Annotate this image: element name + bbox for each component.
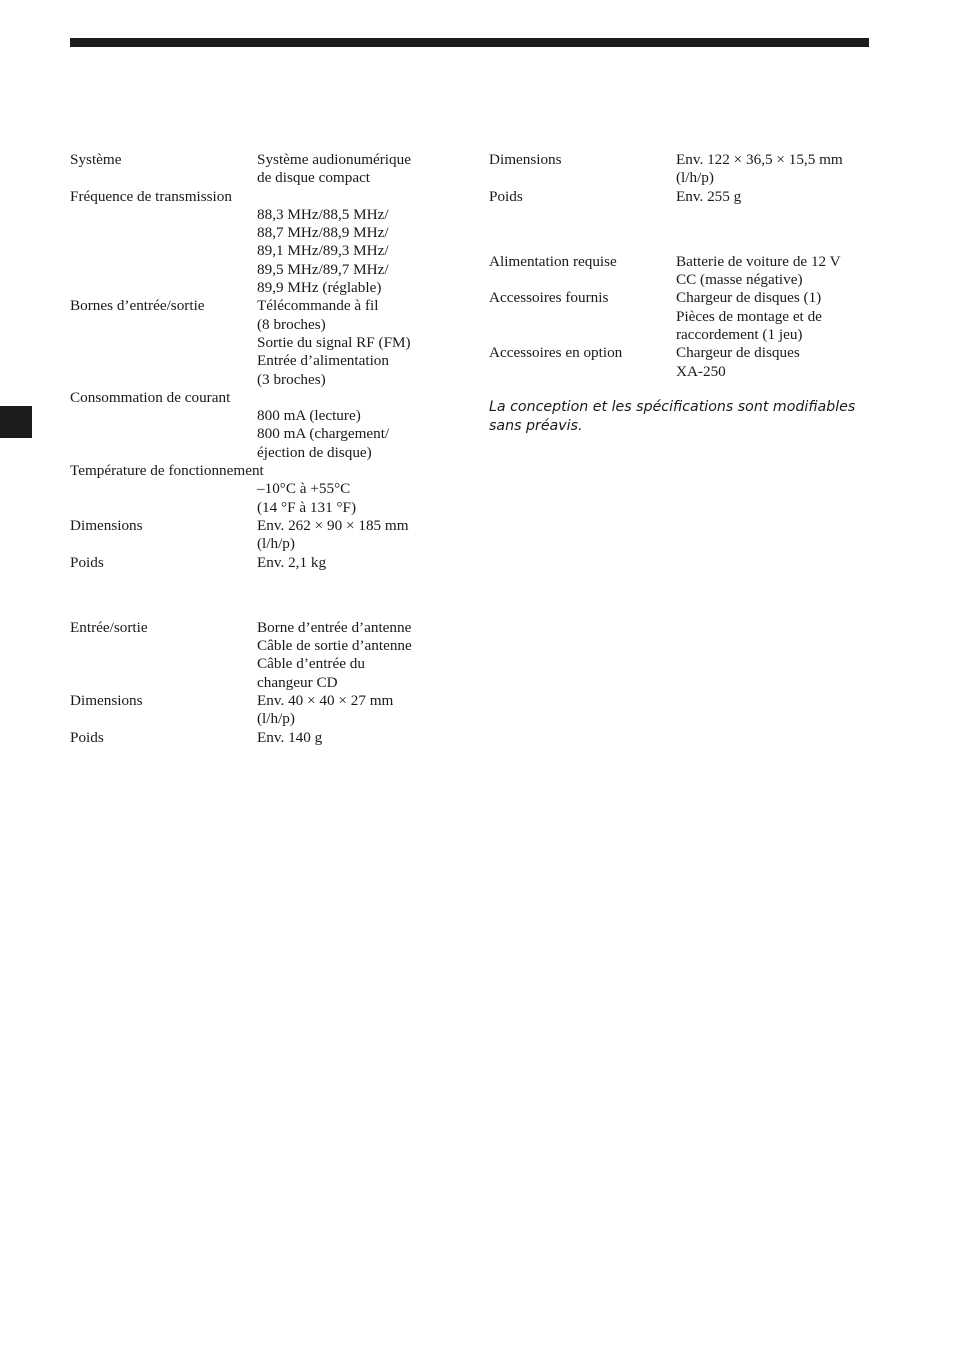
- section-tab-marker: [0, 406, 32, 438]
- spec-value: Pièces de montage et de: [676, 307, 822, 325]
- spec-value: Borne d’entrée d’antenne: [257, 618, 412, 636]
- spec-row: [70, 151, 460, 188]
- spec-value: 88,3 MHz/88,5 MHz/: [257, 205, 389, 223]
- spec-values: [676, 253, 879, 290]
- spec-row: [489, 188, 879, 206]
- spec-row: [489, 253, 879, 290]
- spec-value: 800 mA (lecture): [257, 407, 361, 425]
- spec-values: [70, 480, 460, 517]
- spec-label: Accessoires fournis: [489, 289, 609, 307]
- spec-value: 89,5 MHz/89,7 MHz/: [257, 260, 389, 278]
- spec-value: CC (masse négative): [676, 271, 803, 289]
- spec-row: [489, 151, 879, 188]
- spec-label: Entrée/sortie: [70, 618, 148, 636]
- spec-label: Dimensions: [70, 692, 143, 710]
- spec-value: –10°C à +55°C: [257, 480, 351, 498]
- spec-value: Câble d’entrée du: [257, 655, 365, 673]
- spec-label: Température de fonctionnement: [70, 462, 264, 480]
- general-specs: [489, 253, 879, 381]
- spec-value: Env. 122 × 36,5 × 15,5 mm: [676, 151, 843, 168]
- spec-label: Poids: [70, 553, 104, 571]
- spec-value: de disque compact: [257, 169, 371, 187]
- spec-row: [70, 692, 460, 729]
- spec-value: Télécommande à fil: [257, 297, 379, 315]
- cd-changer-specs: [70, 151, 460, 572]
- spec-value: 800 mA (chargement/: [257, 425, 390, 443]
- spec-label: Accessoires en option: [489, 344, 623, 362]
- spec-label: Poids: [489, 187, 523, 205]
- spec-row: [70, 517, 460, 554]
- spec-value: (l/h/p): [676, 169, 714, 187]
- spec-value: (l/h/p): [257, 710, 295, 728]
- spec-value: changeur CD: [257, 673, 338, 691]
- header-rule: [70, 38, 869, 47]
- selector-specs: [70, 619, 460, 747]
- spec-label: Alimentation requise: [489, 252, 617, 270]
- spec-value: raccordement (1 jeu): [676, 326, 803, 344]
- spec-value: Chargeur de disques: [676, 344, 800, 362]
- spec-values: [70, 206, 460, 297]
- spec-value: Sortie du signal RF (FM): [257, 333, 411, 351]
- spec-value: Env. 40 × 40 × 27 mm: [257, 692, 394, 710]
- spec-values: [676, 151, 879, 188]
- spec-value: Env. 255 g: [676, 187, 742, 205]
- spec-value: (l/h/p): [257, 535, 295, 553]
- spec-value: (8 broches): [257, 315, 326, 333]
- spec-value: XA-250: [676, 362, 726, 380]
- spec-value: (3 broches): [257, 370, 326, 388]
- spec-value: Env. 140 g: [257, 728, 323, 746]
- spec-values: [257, 619, 460, 692]
- spec-row: [489, 289, 879, 344]
- spec-value: Batterie de voiture de 12 V: [676, 252, 841, 270]
- spec-label: Dimensions: [70, 516, 143, 534]
- spec-value: Câble de sortie d’antenne: [257, 637, 412, 655]
- spec-label: Dimensions: [489, 151, 562, 168]
- spec-row: [70, 554, 460, 572]
- spec-column-right: [489, 151, 879, 381]
- spec-value: 88,7 MHz/88,9 MHz/: [257, 224, 389, 242]
- spec-value: (14 °F à 131 °F): [257, 498, 357, 516]
- spec-values: [257, 517, 460, 554]
- spec-row: [489, 344, 879, 381]
- spec-value: Env. 2,1 kg: [257, 553, 327, 571]
- spec-value: Système audionumérique: [257, 151, 411, 168]
- spec-values: [257, 297, 460, 388]
- spec-label: Poids: [70, 728, 104, 746]
- spec-row: [70, 729, 460, 747]
- spec-label: Bornes d’entrée/sortie: [70, 297, 205, 315]
- spec-values: [257, 554, 460, 572]
- spec-row: [70, 297, 460, 388]
- specs-disclaimer: La conception et les spécifications sont modifiables sans préavis.: [489, 399, 856, 434]
- spec-label: Fréquence de transmission: [70, 187, 232, 205]
- spec-column-left: [70, 151, 460, 747]
- spec-values: [70, 407, 460, 462]
- spec-values: [257, 151, 460, 188]
- spec-values: [257, 729, 460, 747]
- spec-label: Système: [70, 151, 122, 168]
- spec-value: éjection de disque): [257, 443, 372, 461]
- spec-row: [70, 619, 460, 692]
- spec-values: [676, 289, 879, 344]
- spec-values: [257, 692, 460, 729]
- spec-values: [676, 188, 879, 206]
- spec-value: 89,9 MHz (réglable): [257, 279, 382, 297]
- spec-value: Entrée d’alimentation: [257, 352, 389, 370]
- spec-values: [676, 344, 879, 381]
- spec-value: Env. 262 × 90 × 185 mm: [257, 516, 409, 534]
- disc-magazine-specs: [489, 151, 879, 206]
- spec-value: Chargeur de disques (1): [676, 289, 822, 307]
- spec-label: Consommation de courant: [70, 388, 231, 406]
- spec-value: 89,1 MHz/89,3 MHz/: [257, 242, 389, 260]
